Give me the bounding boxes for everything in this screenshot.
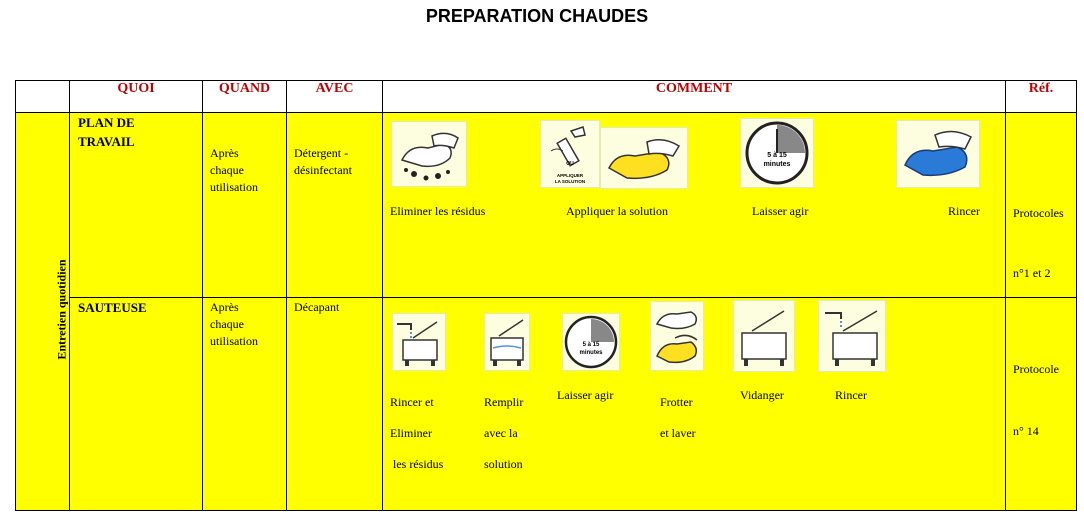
svg-text:APPLIQUER: APPLIQUER: [556, 173, 584, 178]
row2-step-3: Laisser agir: [557, 388, 614, 402]
timer-icon: [740, 118, 814, 188]
spray-bottle-icon: [540, 120, 600, 188]
cloth-blue-icon: [896, 120, 980, 188]
row2-step-5: Vidanger: [740, 388, 784, 402]
cloth-yellow-icon: [600, 127, 688, 189]
svg-text:OU: OU: [566, 161, 574, 167]
wipe-residue-icon: [391, 121, 467, 187]
row1-step-2: Appliquer la solution: [566, 204, 668, 218]
row2-quoi: SAUTEUSE: [78, 300, 147, 315]
row2-step-2: Remplir avec la solution: [484, 395, 524, 471]
header-quand: QUAND: [218, 81, 271, 96]
svg-text:5 à 15: 5 à 15: [582, 342, 600, 348]
filled-pan-icon: [484, 313, 530, 371]
row2-step-1: Rincer et Eliminer les résidus: [390, 395, 444, 471]
row1-quoi: PLAN DE TRAVAIL: [78, 115, 135, 149]
svg-text:minutes: minutes: [579, 350, 603, 356]
svg-text:minutes: minutes: [763, 161, 791, 168]
drain-pan-icon: [733, 300, 795, 372]
header-quoi: QUOI: [117, 81, 155, 96]
svg-text:LA SOLUTION: LA SOLUTION: [554, 179, 586, 184]
row2-avec: Décapant: [294, 300, 340, 314]
row1-quand: Après chaque utilisation: [210, 146, 258, 194]
scrub-hands-icon: [650, 301, 704, 371]
row2-step-4: Frotter et laver: [660, 395, 696, 440]
row2-ref-1: Protocole: [1013, 362, 1059, 376]
timer-icon-2: [562, 313, 620, 371]
tap-tilting-pan-icon-2: [818, 300, 886, 372]
svg-text:5 à 15: 5 à 15: [767, 152, 787, 159]
row2-step-6: Rincer: [835, 388, 867, 402]
row1-avec: Détergent - désinfectant: [294, 146, 352, 177]
row1-step-4: Rincer: [948, 204, 980, 218]
side-label: Entretien quotidien: [54, 259, 69, 360]
header-avec: AVEC: [315, 81, 354, 96]
row2-ref-2: n° 14: [1013, 424, 1039, 438]
row1-ref-2: n°1 et 2: [1013, 266, 1051, 280]
header-ref: Réf.: [1028, 81, 1054, 96]
tap-tilting-pan-icon: [392, 313, 446, 371]
row2-quand: Après chaque utilisation: [210, 300, 258, 348]
row1-step-1: Eliminer les résidus: [390, 204, 486, 218]
page-title: PREPARATION CHAUDES: [425, 6, 649, 26]
row1-step-3: Laisser agir: [752, 204, 809, 218]
header-comment: COMMENT: [655, 81, 733, 96]
row1-ref-1: Protocoles: [1013, 206, 1064, 220]
